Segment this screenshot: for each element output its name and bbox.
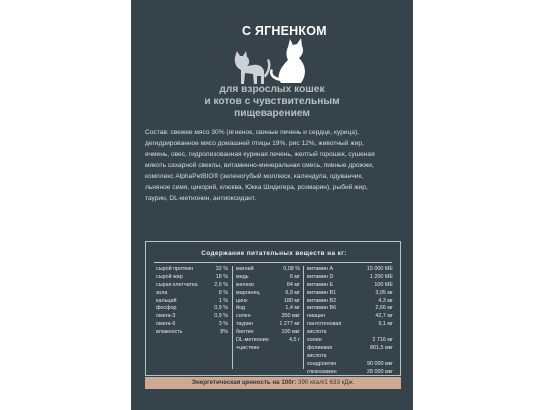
nutrient-value: 8 % <box>218 289 228 296</box>
nutrient-value: 1 % <box>218 297 228 304</box>
nutrient-name: холин <box>307 337 322 344</box>
nutrient-name: хондроитин <box>307 360 337 367</box>
nutrient-value: 18 % <box>215 273 228 280</box>
nutrient-value: 90 000 мкг <box>366 360 393 367</box>
nutrient-value: 4,3 мг <box>378 297 393 304</box>
nutrient-row <box>307 290 393 298</box>
nutrient-value: 2,6 % <box>214 281 228 288</box>
nutrient-name: селен <box>236 313 251 320</box>
nutrient-row <box>236 282 300 290</box>
nutrient-row <box>307 345 393 353</box>
nutrient-name: влажность <box>156 329 183 336</box>
nutrient-name: зола <box>156 289 168 296</box>
nutrient-value: 42,7 мг <box>375 313 393 320</box>
nutrient-row <box>236 274 300 282</box>
nutrition-heading: Содержание питательных веществ на кг: <box>201 250 347 257</box>
nutrient-name: витамин B1 <box>307 289 337 296</box>
nutrient-name: кислота <box>307 352 327 359</box>
nutrient-row <box>236 290 300 298</box>
nutrient-value: 1 200 МЕ <box>369 273 393 280</box>
nutrient-name: цинк <box>236 297 248 304</box>
nutrient-name: таурин <box>236 321 253 328</box>
nutrient-row <box>156 274 228 282</box>
nutrient-name: сырой жир <box>156 273 183 280</box>
nutrition-column-1 <box>156 266 228 337</box>
nutrient-name: биотин <box>236 329 254 336</box>
nutrient-row <box>156 266 228 274</box>
nutrient-row <box>307 266 393 274</box>
composition-line: Состав: свежее мясо 30% (ягненок, свиные печень и сердце, курица), <box>145 129 360 136</box>
column-divider <box>303 266 304 369</box>
nutrient-value: 6,9 мг <box>285 289 300 296</box>
nutrient-value: 15 000 МЕ <box>366 266 393 272</box>
nutrient-name: омега-3 <box>156 313 176 320</box>
nutrient-value: 180 мг <box>283 297 300 304</box>
nutrient-value: 32 % <box>215 266 228 272</box>
nutrient-value: 1 277 мг <box>279 321 300 328</box>
nutrient-value: 8% <box>220 329 228 336</box>
nutrient-row <box>307 282 393 290</box>
nutrient-name: витамин E <box>307 281 334 288</box>
nutrient-value: 84 мг <box>286 281 300 288</box>
headline <box>131 84 413 120</box>
cats-illustration-icon <box>227 36 317 88</box>
nutrient-row <box>156 329 228 337</box>
headline-line: для взрослых кошек <box>219 84 325 95</box>
nutrition-column-2 <box>236 266 300 353</box>
nutrition-table <box>145 241 401 376</box>
nutrient-name: железо <box>236 281 254 288</box>
nutrient-row <box>156 282 228 290</box>
nutrient-row <box>307 369 393 377</box>
nutrient-row <box>236 337 300 345</box>
energy-label: Энергетическая ценность на 100г: <box>191 379 297 386</box>
nutrient-value: 4,5 г <box>289 337 300 344</box>
nutrient-row <box>236 266 300 274</box>
nutrient-name: омега-6 <box>156 321 176 328</box>
nutrient-row <box>156 313 228 321</box>
nutrient-name: пантотеновая <box>307 321 342 328</box>
nutrient-row <box>307 337 393 345</box>
nutrient-name: медь <box>236 273 249 280</box>
nutrient-row <box>307 313 393 321</box>
composition-line: ячмень, овес, гидролизованная куриная печень, желтый горошек, сушеная <box>145 151 375 158</box>
nutrient-row <box>307 321 393 329</box>
nutrient-name: йод <box>236 305 246 312</box>
composition-line: таурин, DL-метионин, антиоксидант. <box>145 195 256 202</box>
nutrition-divider <box>154 262 392 263</box>
nutrient-name: сырая клетчатка <box>156 281 198 288</box>
nutrient-name: ниацин <box>307 313 326 320</box>
nutrient-name: магний <box>236 266 254 272</box>
nutrient-row <box>156 305 228 313</box>
nutrient-row <box>307 361 393 369</box>
nutrient-value: 0,9 % <box>214 305 228 312</box>
nutrient-value: 801,5 мкг <box>369 344 393 351</box>
nutrient-row <box>236 298 300 306</box>
nutrient-name: кислота <box>307 329 327 336</box>
nutrient-row <box>236 305 300 313</box>
column-divider <box>232 266 233 369</box>
nutrient-value: 2 716 мг <box>372 337 393 344</box>
nutrient-value: 350 мкг <box>281 313 300 320</box>
energy-value: 390 ккал/1 633 кДж. <box>296 379 355 386</box>
nutrient-row <box>236 321 300 329</box>
nutrient-name: глюкозамин <box>307 368 337 375</box>
composition-line: комплекс AlphaPetBIO® (зеленогубый моллюск, календула, одуванчик, <box>145 173 364 180</box>
nutrient-row <box>307 329 393 337</box>
nutrient-row <box>156 321 228 329</box>
nutrient-value: 2,66 мг <box>375 305 393 312</box>
nutrient-value: 1,4 мг <box>285 305 300 312</box>
energy-value-bar <box>145 377 401 389</box>
nutrient-value: 9,1 мг <box>378 321 393 328</box>
nutrient-name: витамин D <box>307 273 334 280</box>
nutrient-value: 6 мг <box>289 273 300 280</box>
headline-line: пищеварением <box>234 108 310 119</box>
nutrient-row <box>307 274 393 282</box>
composition-text <box>145 127 405 204</box>
nutrient-row <box>307 305 393 313</box>
small-cat-icon <box>235 51 271 84</box>
composition-line: мякоть сахарной свеклы, витаминно-минеральная смесь, пивные дрожжи, <box>145 162 374 169</box>
nutrient-name: +цистеин <box>236 344 260 351</box>
product-panel <box>131 0 413 410</box>
nutrient-row <box>236 345 300 353</box>
nutrient-value: 100 МЕ <box>374 281 393 288</box>
headline-line: и котов с чувствительным <box>204 96 340 107</box>
nutrient-name: кальций <box>156 297 177 304</box>
nutrient-row <box>236 329 300 337</box>
nutrient-name: сырой протеин <box>156 266 194 272</box>
nutrient-row <box>307 353 393 361</box>
nutrient-row <box>156 298 228 306</box>
nutrient-name: витамин A <box>307 266 334 272</box>
nutrition-column-3 <box>307 266 393 376</box>
nutrient-row <box>236 313 300 321</box>
composition-line: льняное семя, цикорий, клюква, Юкка Шидигера, розмарин), рыбий жир, <box>145 184 368 191</box>
nutrient-name: витамин B6 <box>307 305 337 312</box>
nutrient-value: 3,95 мг <box>375 289 393 296</box>
nutrient-value: 28 000 мкг <box>366 368 393 375</box>
composition-line: дегидрированное мясо домашней птицы 19%, рис 12%, животный жир, <box>145 140 364 147</box>
nutrient-value: 3 % <box>218 321 228 328</box>
nutrient-value: 0,9 % <box>214 313 228 320</box>
nutrient-row <box>307 298 393 306</box>
nutrient-value: 100 мкг <box>281 329 300 336</box>
nutrient-name: марганец <box>236 289 260 296</box>
nutrient-name: витамин B2 <box>307 297 337 304</box>
large-cat-icon <box>270 38 305 83</box>
nutrient-name: DL-метионин <box>236 337 269 344</box>
nutrient-name: фолиевая <box>307 344 333 351</box>
nutrient-name: фосфор <box>156 305 177 312</box>
nutrient-value: 0,08 % <box>283 266 300 272</box>
brand-title: С ЯГНЕНКОМ <box>242 24 327 38</box>
nutrient-row <box>156 290 228 298</box>
